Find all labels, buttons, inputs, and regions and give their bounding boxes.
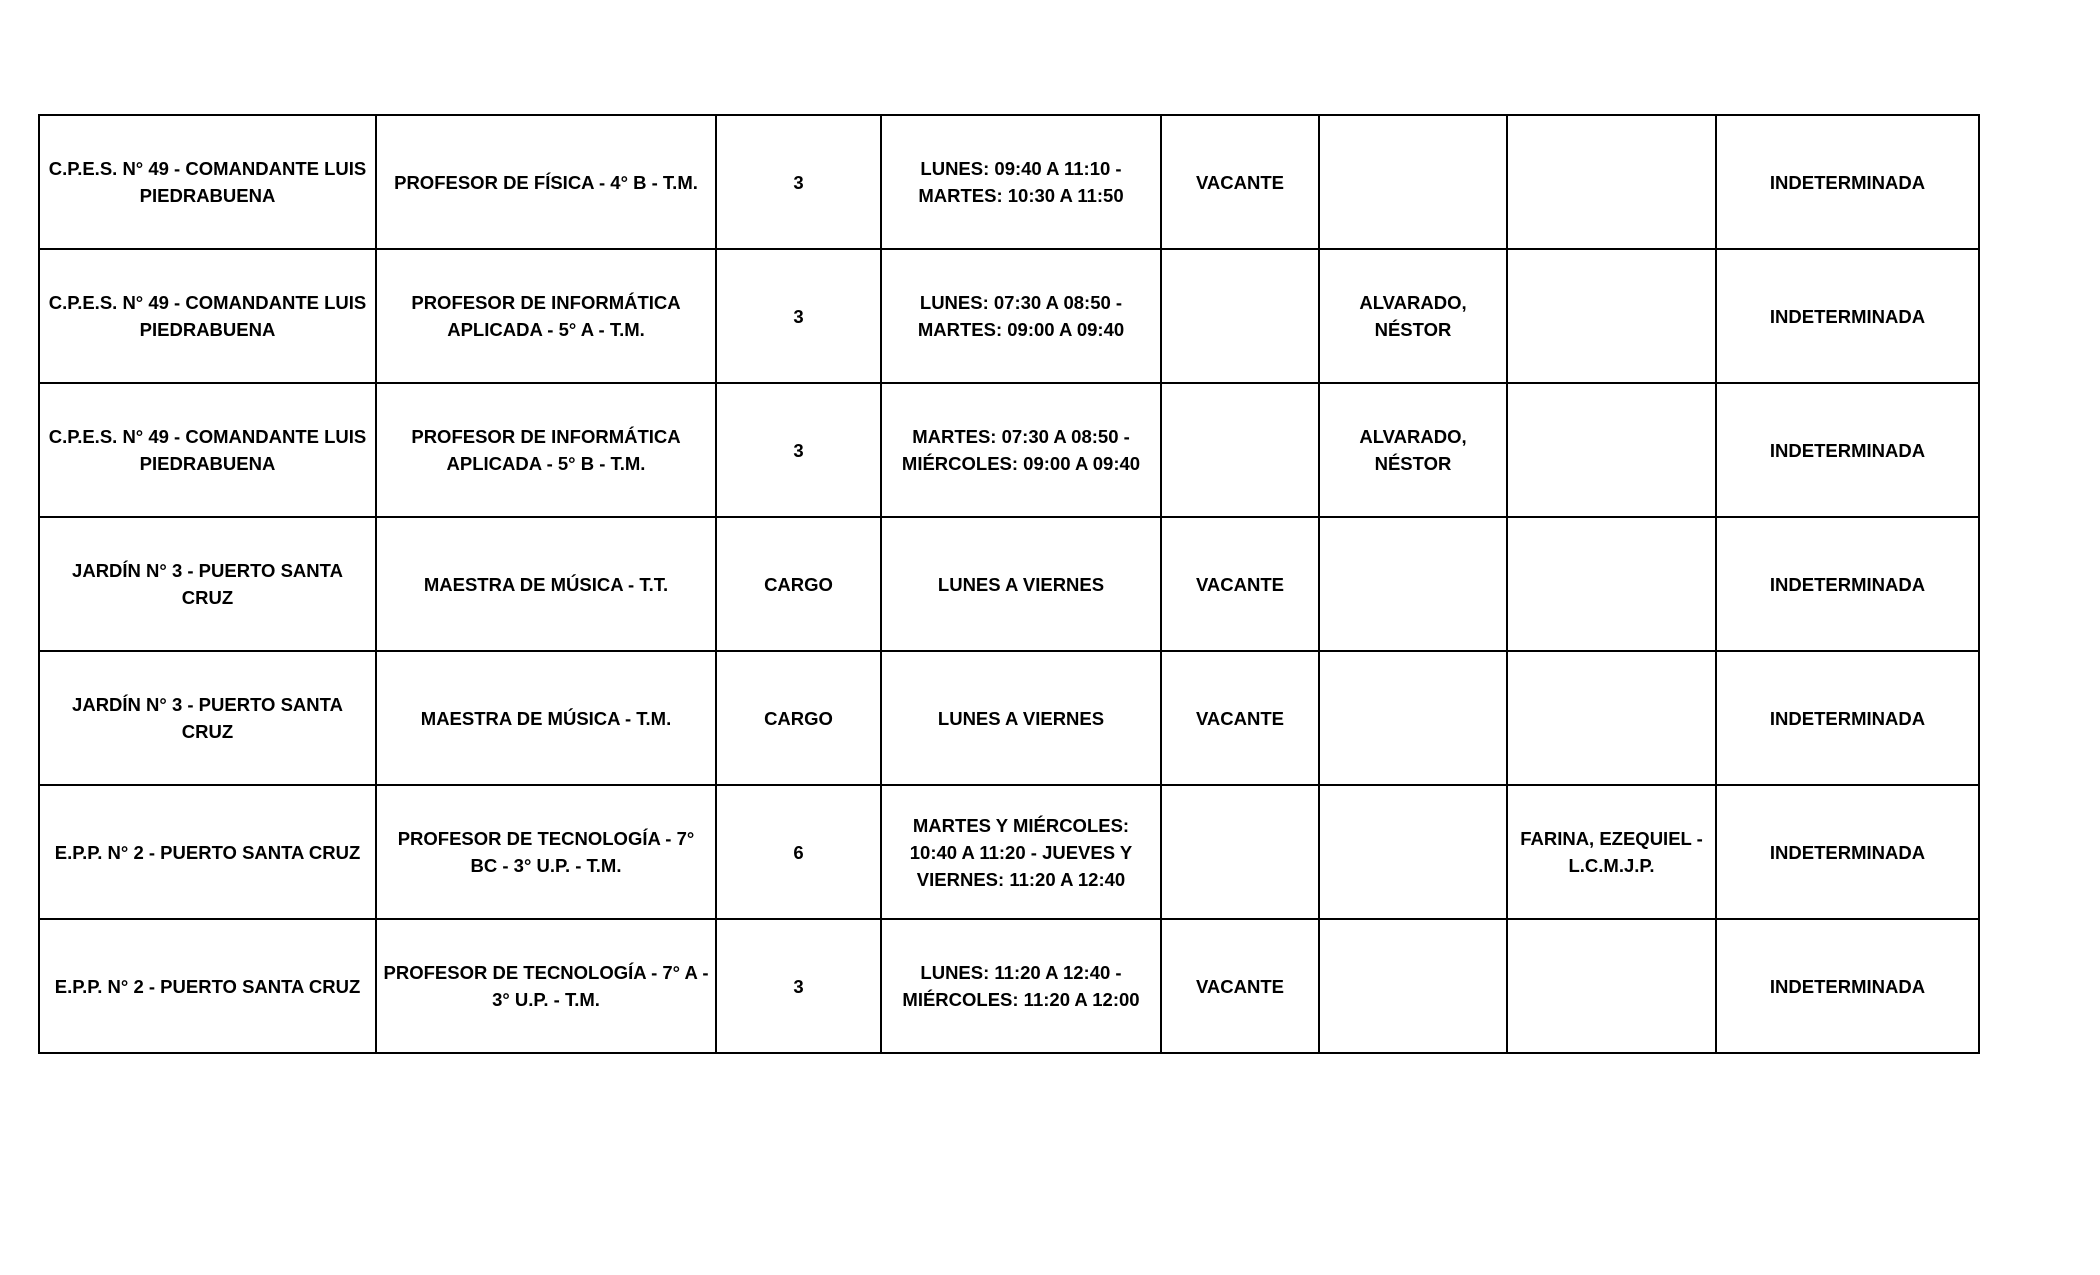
hours-cell: 3 (716, 383, 881, 517)
position-cell: MAESTRA DE MÚSICA - T.T. (376, 517, 716, 651)
schedule-cell: LUNES A VIERNES (881, 517, 1161, 651)
table-row (39, 651, 1979, 785)
substitute-cell (1507, 651, 1716, 785)
substitute-cell: FARINA, EZEQUIEL - L.C.M.J.P. (1507, 785, 1716, 919)
substitute-cell (1507, 919, 1716, 1053)
schedule-cell: MARTES: 07:30 A 08:50 - MIÉRCOLES: 09:00 A 09:40 (881, 383, 1161, 517)
status-cell (1161, 249, 1319, 383)
hours-cell: 6 (716, 785, 881, 919)
holder-cell (1319, 651, 1507, 785)
table-row (39, 249, 1979, 383)
hours-cell: CARGO (716, 517, 881, 651)
schedule-cell: LUNES: 11:20 A 12:40 - MIÉRCOLES: 11:20 A 12:00 (881, 919, 1161, 1053)
table-row (39, 785, 1979, 919)
holder-cell: ALVARADO, NÉSTOR (1319, 249, 1507, 383)
school-cell: E.P.P. N° 2 - PUERTO SANTA CRUZ (39, 919, 376, 1053)
schedule-cell: MARTES Y MIÉRCOLES: 10:40 A 11:20 - JUEVES Y VIERNES: 11:20 A 12:40 (881, 785, 1161, 919)
substitute-cell (1507, 517, 1716, 651)
duration-cell: INDETERMINADA (1716, 115, 1979, 249)
hours-cell: 3 (716, 249, 881, 383)
substitute-cell (1507, 249, 1716, 383)
status-cell: VACANTE (1161, 651, 1319, 785)
position-cell: PROFESOR DE INFORMÁTICA APLICADA - 5° A - T.M. (376, 249, 716, 383)
school-cell: E.P.P. N° 2 - PUERTO SANTA CRUZ (39, 785, 376, 919)
table-row (39, 115, 1979, 249)
duration-cell: INDETERMINADA (1716, 785, 1979, 919)
duration-cell: INDETERMINADA (1716, 249, 1979, 383)
vacancies-table (38, 114, 1980, 1054)
table-row (39, 383, 1979, 517)
status-cell: VACANTE (1161, 517, 1319, 651)
substitute-cell (1507, 115, 1716, 249)
holder-cell (1319, 785, 1507, 919)
school-cell: C.P.E.S. N° 49 - COMANDANTE LUIS PIEDRABUENA (39, 383, 376, 517)
holder-cell: ALVARADO, NÉSTOR (1319, 383, 1507, 517)
position-cell: PROFESOR DE FÍSICA - 4° B - T.M. (376, 115, 716, 249)
status-cell: VACANTE (1161, 919, 1319, 1053)
holder-cell (1319, 919, 1507, 1053)
hours-cell: 3 (716, 115, 881, 249)
table-row (39, 919, 1979, 1053)
position-cell: PROFESOR DE TECNOLOGÍA - 7° BC - 3° U.P. - T.M. (376, 785, 716, 919)
schedule-cell: LUNES A VIERNES (881, 651, 1161, 785)
schedule-cell: LUNES: 09:40 A 11:10 - MARTES: 10:30 A 11:50 (881, 115, 1161, 249)
school-cell: JARDÍN N° 3 - PUERTO SANTA CRUZ (39, 517, 376, 651)
duration-cell: INDETERMINADA (1716, 517, 1979, 651)
status-cell (1161, 785, 1319, 919)
table-row (39, 517, 1979, 651)
hours-cell: CARGO (716, 651, 881, 785)
school-cell: C.P.E.S. N° 49 - COMANDANTE LUIS PIEDRABUENA (39, 115, 376, 249)
status-cell: VACANTE (1161, 115, 1319, 249)
schedule-cell: LUNES: 07:30 A 08:50 - MARTES: 09:00 A 09:40 (881, 249, 1161, 383)
duration-cell: INDETERMINADA (1716, 651, 1979, 785)
duration-cell: INDETERMINADA (1716, 383, 1979, 517)
table-body (39, 115, 1979, 1053)
position-cell: MAESTRA DE MÚSICA - T.M. (376, 651, 716, 785)
position-cell: PROFESOR DE INFORMÁTICA APLICADA - 5° B - T.M. (376, 383, 716, 517)
status-cell (1161, 383, 1319, 517)
holder-cell (1319, 517, 1507, 651)
hours-cell: 3 (716, 919, 881, 1053)
holder-cell (1319, 115, 1507, 249)
school-cell: JARDÍN N° 3 - PUERTO SANTA CRUZ (39, 651, 376, 785)
substitute-cell (1507, 383, 1716, 517)
school-cell: C.P.E.S. N° 49 - COMANDANTE LUIS PIEDRABUENA (39, 249, 376, 383)
duration-cell: INDETERMINADA (1716, 919, 1979, 1053)
position-cell: PROFESOR DE TECNOLOGÍA - 7° A - 3° U.P. - T.M. (376, 919, 716, 1053)
